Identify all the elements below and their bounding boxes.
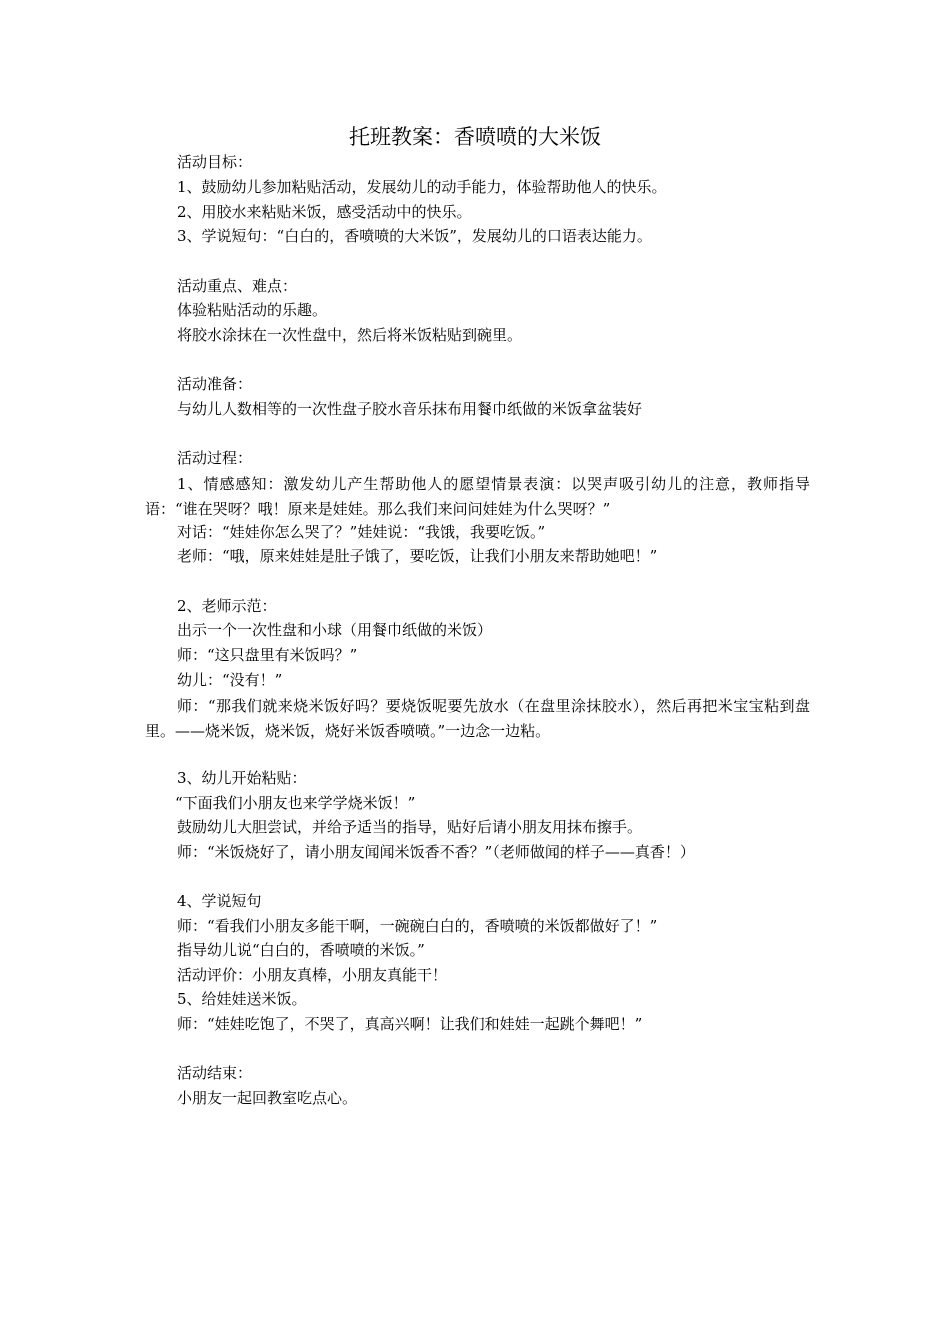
ending-heading: 活动结束：: [177, 1064, 253, 1082]
document-title: 托班教案：香喷喷的大米饭: [349, 125, 601, 149]
key-point-1: 体验粘贴活动的乐趣。: [177, 301, 328, 319]
step4-heading: 4、学说短句: [177, 892, 262, 910]
step1-teacher-line: 老师：“哦，原来娃娃是肚子饿了，要吃饭，让我们小朋友来帮助她吧！”: [177, 547, 658, 565]
step5-heading: 5、给娃娃送米饭。: [177, 990, 307, 1008]
step2-paragraph: 师：“那我们就来烧米饭好吗？要烧饭呢要先放水（在盘里涂抹胶水），然后再把米宝宝粘到盘里。——烧米饭，烧米饭，烧好米饭香喷喷。”一边念一边粘。: [145, 697, 810, 740]
goal-item-3: 3、学说短句：“白白的，香喷喷的大米饭”，发展幼儿的口语表达能力。: [177, 227, 652, 245]
step4-line-1: 师：“看我们小朋友多能干啊，一碗碗白白的，香喷喷的米饭都做好了！”: [177, 917, 658, 935]
step3-line-2: 鼓励幼儿大胆尝试，并给予适当的指导，贴好后请小朋友用抹布擦手。: [177, 818, 643, 836]
step2-line-3: 幼儿：“没有！”: [177, 671, 283, 689]
step3-heading: 3、幼儿开始粘贴：: [177, 769, 307, 787]
goals-heading: 活动目标：: [177, 153, 253, 171]
step3-line-3: 师：“米饭烧好了，请小朋友闻闻米饭香不香？”（老师做闻的样子——真香！）: [177, 843, 695, 861]
goal-item-1: 1、鼓励幼儿参加粘贴活动，发展幼儿的动手能力，体验帮助他人的快乐。: [177, 178, 667, 196]
step4-line-2: 指导幼儿说“白白的，香喷喷的米饭。”: [177, 941, 425, 959]
step1-dialogue: 对话：“娃娃你怎么哭了？”娃娃说：“我饿，我要吃饭。”: [177, 523, 546, 541]
step2-line-2: 师：“这只盘里有米饭吗？”: [177, 646, 358, 664]
step4-evaluation: 活动评价：小朋友真棒，小朋友真能干！: [177, 966, 448, 984]
process-heading: 活动过程：: [177, 449, 253, 467]
key-points-heading: 活动重点、难点：: [177, 277, 298, 295]
preparation-heading: 活动准备：: [177, 375, 253, 393]
preparation-text: 与幼儿人数相等的一次性盘子胶水音乐抹布用餐巾纸做的米饭拿盆装好: [177, 400, 643, 418]
ending-text: 小朋友一起回教室吃点心。: [177, 1089, 358, 1107]
step1-paragraph: 1、情感感知：激发幼儿产生帮助他人的愿望情景表演：以哭声吸引幼儿的注意，教师指导语：“谁在哭呀？哦！原来是娃娃。那么我们来问问娃娃为什么哭呀？”: [145, 475, 810, 518]
step2-line-1: 出示一个一次性盘和小球（用餐巾纸做的米饭）: [177, 621, 493, 639]
goal-item-2: 2、用胶水来粘贴米饭，感受活动中的快乐。: [177, 203, 472, 221]
step5-line-1: 师：“娃娃吃饱了，不哭了，真高兴啊！让我们和娃娃一起跳个舞吧！”: [177, 1015, 643, 1033]
step3-line-1: “下面我们小朋友也来学学烧米饭！”: [175, 794, 416, 812]
key-point-2: 将胶水涂抹在一次性盘中，然后将米饭粘贴到碗里。: [177, 326, 523, 344]
step2-heading: 2、老师示范：: [177, 597, 277, 615]
